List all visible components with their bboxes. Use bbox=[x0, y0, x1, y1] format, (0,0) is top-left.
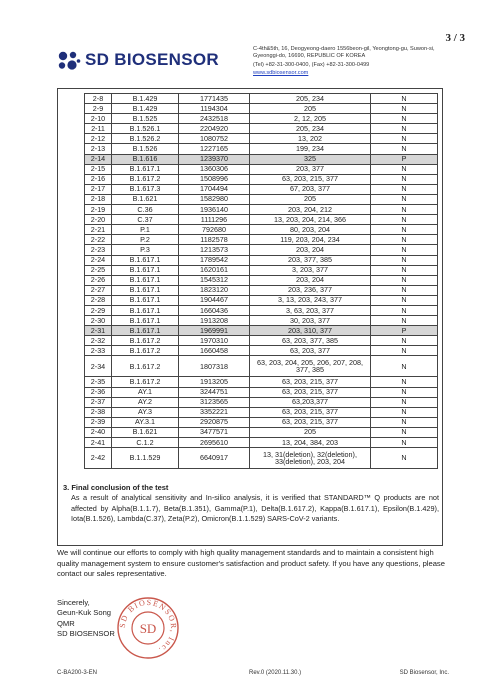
table-row bbox=[85, 154, 438, 164]
mutation-positions: 205 bbox=[250, 194, 371, 204]
mutation-positions: 63, 203, 377 bbox=[250, 346, 371, 356]
row-number: 2-17 bbox=[85, 184, 112, 194]
table-row bbox=[85, 387, 438, 397]
lineage: B.1.429 bbox=[112, 104, 179, 114]
lineage: AY.3.1 bbox=[112, 417, 179, 427]
sequence-count: 1789542 bbox=[179, 255, 250, 265]
impact-result: N bbox=[371, 427, 438, 437]
row-number: 2-34 bbox=[85, 356, 112, 377]
impact-result: N bbox=[371, 397, 438, 407]
mutation-positions: 325 bbox=[250, 154, 371, 164]
impact-result: N bbox=[371, 356, 438, 377]
impact-result: N bbox=[371, 225, 438, 235]
mutation-positions: 119, 203, 204, 234 bbox=[250, 235, 371, 245]
lineage: C.37 bbox=[112, 215, 179, 225]
row-number: 2-38 bbox=[85, 407, 112, 417]
impact-result: N bbox=[371, 265, 438, 275]
lineage: B.1.617.1 bbox=[112, 305, 179, 315]
impact-result: N bbox=[371, 144, 438, 154]
row-number: 2-26 bbox=[85, 275, 112, 285]
impact-result: N bbox=[371, 194, 438, 204]
row-number: 2-15 bbox=[85, 164, 112, 174]
mutation-positions: 3, 203, 377 bbox=[250, 265, 371, 275]
lineage: B.1.617.1 bbox=[112, 285, 179, 295]
table-row bbox=[85, 346, 438, 356]
mutation-positions: 203, 310, 377 bbox=[250, 326, 371, 336]
closing-paragraph: We will continue our efforts to comply with high quality management standards and to maintain a consistent high quality management system to ensure customer's satisfaction and product safety. If you have any questions, please contact our sales representative. bbox=[57, 548, 445, 579]
lineage: B.1.617.1 bbox=[112, 275, 179, 285]
impact-result: N bbox=[371, 295, 438, 305]
sequence-count: 1807318 bbox=[179, 356, 250, 377]
impact-result: N bbox=[371, 377, 438, 387]
row-number: 2-42 bbox=[85, 448, 112, 469]
row-number: 2-12 bbox=[85, 134, 112, 144]
footer-company: SD Biosensor, Inc. bbox=[399, 670, 449, 676]
row-number: 2-33 bbox=[85, 346, 112, 356]
lineage: B.1.526.1 bbox=[112, 124, 179, 134]
lineage: B.1.526.2 bbox=[112, 134, 179, 144]
company-name: SD BIOSENSOR bbox=[85, 50, 219, 69]
mutation-positions: 13, 31(deletion), 32(deletion), 33(deletion), 203, 204 bbox=[250, 448, 371, 469]
sequence-count: 3123565 bbox=[179, 397, 250, 407]
sequence-count: 1545312 bbox=[179, 275, 250, 285]
sequence-count: 792680 bbox=[179, 225, 250, 235]
mutation-positions: 205 bbox=[250, 104, 371, 114]
impact-result: N bbox=[371, 174, 438, 184]
address-line: Gyeonggi-do, 16690, REPUBLIC OF KOREA bbox=[253, 53, 366, 60]
table-row bbox=[85, 205, 438, 215]
table-row bbox=[85, 326, 438, 336]
mutation-positions: 203, 204 bbox=[250, 245, 371, 255]
mutation-positions: 203, 236, 377 bbox=[250, 285, 371, 295]
row-number: 2-20 bbox=[85, 215, 112, 225]
impact-result: N bbox=[371, 285, 438, 295]
lineage: B.1.617.1 bbox=[112, 326, 179, 336]
impact-result: N bbox=[371, 387, 438, 397]
row-number: 2-35 bbox=[85, 377, 112, 387]
sequence-count: 1227165 bbox=[179, 144, 250, 154]
sequence-count: 1508996 bbox=[179, 174, 250, 184]
row-number: 2-23 bbox=[85, 245, 112, 255]
impact-result: N bbox=[371, 134, 438, 144]
sequence-count: 1194304 bbox=[179, 104, 250, 114]
sequence-count: 1080752 bbox=[179, 134, 250, 144]
row-number: 2-21 bbox=[85, 225, 112, 235]
sequence-count: 2432518 bbox=[179, 114, 250, 124]
row-number: 2-39 bbox=[85, 417, 112, 427]
row-number: 2-41 bbox=[85, 438, 112, 448]
table-row bbox=[85, 144, 438, 154]
lineage: B.1.617.1 bbox=[112, 316, 179, 326]
lineage: B.1.526 bbox=[112, 144, 179, 154]
mutation-positions: 80, 203, 204 bbox=[250, 225, 371, 235]
sequence-count: 1913205 bbox=[179, 377, 250, 387]
mutation-positions: 63, 203, 215, 377 bbox=[250, 407, 371, 417]
lineage: B.1.617.2 bbox=[112, 174, 179, 184]
lineage: B.1.617.1 bbox=[112, 164, 179, 174]
row-number: 2-18 bbox=[85, 194, 112, 204]
sequence-count: 3477571 bbox=[179, 427, 250, 437]
mutation-positions: 63, 203, 215, 377 bbox=[250, 387, 371, 397]
sequence-count: 1660436 bbox=[179, 305, 250, 315]
sequence-count: 2920875 bbox=[179, 417, 250, 427]
impact-result: N bbox=[371, 305, 438, 315]
lineage: AY.1 bbox=[112, 387, 179, 397]
lineage: B.1.616 bbox=[112, 154, 179, 164]
mutation-positions: 205, 234 bbox=[250, 94, 371, 104]
document-code: C-BA200-3-EN bbox=[57, 670, 98, 676]
mutation-positions: 205 bbox=[250, 427, 371, 437]
row-number: 2-16 bbox=[85, 174, 112, 184]
row-number: 2-9 bbox=[85, 104, 112, 114]
sequence-count: 1582980 bbox=[179, 194, 250, 204]
row-number: 2-28 bbox=[85, 295, 112, 305]
sequence-count: 6640917 bbox=[179, 448, 250, 469]
impact-result: P bbox=[371, 326, 438, 336]
mutation-positions: 63,203,377 bbox=[250, 397, 371, 407]
table-row bbox=[85, 184, 438, 194]
row-number: 2-31 bbox=[85, 326, 112, 336]
mutation-positions: 30, 203, 377 bbox=[250, 316, 371, 326]
impact-result: N bbox=[371, 205, 438, 215]
sequence-count: 1182578 bbox=[179, 235, 250, 245]
mutation-positions: 13, 203, 204, 214, 366 bbox=[250, 215, 371, 225]
lineage: B.1.617.2 bbox=[112, 336, 179, 346]
row-number: 2-40 bbox=[85, 427, 112, 437]
table-row bbox=[85, 194, 438, 204]
table-row bbox=[85, 124, 438, 134]
table-row bbox=[85, 397, 438, 407]
mutation-positions: 63, 203, 204, 205, 206, 207, 208, 377, 385 bbox=[250, 356, 371, 377]
table-row bbox=[85, 438, 438, 448]
signature-block bbox=[57, 598, 115, 640]
mutation-positions: 203, 377, 385 bbox=[250, 255, 371, 265]
mutation-positions: 3, 63, 203, 377 bbox=[250, 305, 371, 315]
impact-result: N bbox=[371, 336, 438, 346]
mutation-positions: 13, 204, 384, 203 bbox=[250, 438, 371, 448]
table-row bbox=[85, 265, 438, 275]
row-number: 2-8 bbox=[85, 94, 112, 104]
lineage: B.1.617.2 bbox=[112, 346, 179, 356]
lineage: AY.2 bbox=[112, 397, 179, 407]
impact-result: N bbox=[371, 407, 438, 417]
sequence-count: 1360306 bbox=[179, 164, 250, 174]
company-address bbox=[253, 46, 493, 77]
table-row bbox=[85, 407, 438, 417]
lineage: B.1.617.2 bbox=[112, 356, 179, 377]
row-number: 2-36 bbox=[85, 387, 112, 397]
table-row bbox=[85, 427, 438, 437]
impact-result: P bbox=[371, 154, 438, 164]
row-number: 2-27 bbox=[85, 285, 112, 295]
impact-result: N bbox=[371, 275, 438, 285]
impact-result: N bbox=[371, 448, 438, 469]
mutation-positions: 67, 203, 377 bbox=[250, 184, 371, 194]
table-row bbox=[85, 295, 438, 305]
sequence-count: 1771435 bbox=[179, 94, 250, 104]
company-seal bbox=[116, 596, 180, 660]
table-row bbox=[85, 356, 438, 377]
table-row bbox=[85, 235, 438, 245]
sequence-count: 3352221 bbox=[179, 407, 250, 417]
lineage: P.1 bbox=[112, 225, 179, 235]
lineage: B.1.617.2 bbox=[112, 377, 179, 387]
sequence-count: 1970310 bbox=[179, 336, 250, 346]
table-row bbox=[85, 336, 438, 346]
lineage: B.1.429 bbox=[112, 94, 179, 104]
seal-center-text: SD bbox=[139, 621, 157, 636]
impact-result: N bbox=[371, 104, 438, 114]
impact-result: N bbox=[371, 94, 438, 104]
table-row bbox=[85, 417, 438, 427]
row-number: 2-37 bbox=[85, 397, 112, 407]
mutation-positions: 203, 204 bbox=[250, 275, 371, 285]
sequence-count: 2695610 bbox=[179, 438, 250, 448]
lineage: B.1.1.529 bbox=[112, 448, 179, 469]
lineage: B.1.617.1 bbox=[112, 255, 179, 265]
lineage: P.3 bbox=[112, 245, 179, 255]
sequence-count: 1660458 bbox=[179, 346, 250, 356]
table-row bbox=[85, 316, 438, 326]
impact-result: N bbox=[371, 438, 438, 448]
mutation-positions: 2, 12, 205 bbox=[250, 114, 371, 124]
page-footer bbox=[57, 670, 449, 680]
table-row bbox=[85, 164, 438, 174]
table-row bbox=[85, 215, 438, 225]
row-number: 2-24 bbox=[85, 255, 112, 265]
lineage: P.2 bbox=[112, 235, 179, 245]
lineage: AY.3 bbox=[112, 407, 179, 417]
table-row bbox=[85, 104, 438, 114]
row-number: 2-32 bbox=[85, 336, 112, 346]
row-number: 2-11 bbox=[85, 124, 112, 134]
mutation-positions: 63, 203, 377, 385 bbox=[250, 336, 371, 346]
row-number: 2-30 bbox=[85, 316, 112, 326]
row-number: 2-10 bbox=[85, 114, 112, 124]
signatory-title: QMR bbox=[57, 618, 75, 628]
mutation-positions: 63, 203, 215, 377 bbox=[250, 417, 371, 427]
impact-result: N bbox=[371, 164, 438, 174]
row-number: 2-29 bbox=[85, 305, 112, 315]
mutation-positions: 63, 203, 215, 377 bbox=[250, 377, 371, 387]
lineage: C.36 bbox=[112, 205, 179, 215]
lineage: B.1.617.3 bbox=[112, 184, 179, 194]
table-row bbox=[85, 114, 438, 124]
signatory-company: SD BIOSENSOR bbox=[57, 629, 115, 639]
sequence-count: 1620161 bbox=[179, 265, 250, 275]
sequence-count: 1823120 bbox=[179, 285, 250, 295]
website-link[interactable]: www.sdbiosensor.com bbox=[253, 69, 309, 76]
variant-table bbox=[84, 93, 438, 469]
page-number: 3 / 3 bbox=[445, 32, 465, 44]
mutation-positions: 13, 202 bbox=[250, 134, 371, 144]
table-row bbox=[85, 448, 438, 469]
impact-result: N bbox=[371, 114, 438, 124]
sequence-count: 1913208 bbox=[179, 316, 250, 326]
table-row bbox=[85, 305, 438, 315]
table-row bbox=[85, 94, 438, 104]
impact-result: N bbox=[371, 235, 438, 245]
table-row bbox=[85, 377, 438, 387]
conclusion-text: As a result of analytical sensitivity and In-silico analysis, it is verified that STANDARD™ Q products are not affected by Alpha(B.1.1.7), Beta(B.1.351), Gamma(P.1), Delta(B.1.617.2), Kappa(B.1.617.1), Epsilon(B.1.429), Iota(B.1.526), Lambda(C.37), Zeta(P.2), Omicron(B.1.1.529) SARS-CoV-2 variants. bbox=[71, 493, 439, 524]
mutation-positions: 205, 234 bbox=[250, 124, 371, 134]
lineage: B.1.617.1 bbox=[112, 295, 179, 305]
sequence-count: 1213573 bbox=[179, 245, 250, 255]
table-row bbox=[85, 255, 438, 265]
conclusion-title: 3. Final conclusion of the test bbox=[63, 483, 169, 492]
sequence-count: 1904467 bbox=[179, 295, 250, 305]
impact-result: N bbox=[371, 316, 438, 326]
impact-result: N bbox=[371, 255, 438, 265]
logo-icon bbox=[57, 50, 81, 72]
mutation-positions: 203, 204, 212 bbox=[250, 205, 371, 215]
sequence-count: 1704494 bbox=[179, 184, 250, 194]
table-row bbox=[85, 134, 438, 144]
sequence-count: 2204920 bbox=[179, 124, 250, 134]
row-number: 2-19 bbox=[85, 205, 112, 215]
row-number: 2-13 bbox=[85, 144, 112, 154]
lineage: B.1.621 bbox=[112, 427, 179, 437]
lineage: B.1.621 bbox=[112, 194, 179, 204]
variant-table-body bbox=[85, 94, 438, 469]
sequence-count: 1239370 bbox=[179, 154, 250, 164]
impact-result: N bbox=[371, 124, 438, 134]
mutation-positions: 63, 203, 215, 377 bbox=[250, 174, 371, 184]
mutation-positions: 203, 377 bbox=[250, 164, 371, 174]
table-row bbox=[85, 225, 438, 235]
table-row bbox=[85, 275, 438, 285]
table-row bbox=[85, 174, 438, 184]
lineage: B.1.525 bbox=[112, 114, 179, 124]
revision-label: Rev.0 (2020.11.30.) bbox=[249, 670, 302, 676]
address-line: C-4th&5th, 16, Deogyeong-daero 1556beon-gil, Yeongtong-gu, Suwon-si, bbox=[253, 46, 435, 52]
lineage: B.1.617.1 bbox=[112, 265, 179, 275]
impact-result: N bbox=[371, 346, 438, 356]
table-row bbox=[85, 285, 438, 295]
sequence-count: 1111296 bbox=[179, 215, 250, 225]
impact-result: N bbox=[371, 215, 438, 225]
mutation-positions: 3, 13, 203, 243, 377 bbox=[250, 295, 371, 305]
impact-result: N bbox=[371, 245, 438, 255]
impact-result: N bbox=[371, 417, 438, 427]
row-number: 2-14 bbox=[85, 154, 112, 164]
mutation-positions: 199, 234 bbox=[250, 144, 371, 154]
sequence-count: 1969991 bbox=[179, 326, 250, 336]
row-number: 2-25 bbox=[85, 265, 112, 275]
row-number: 2-22 bbox=[85, 235, 112, 245]
contact-line: (Tel) +82-31-300-0400, (Fax) +82-31-300-0499 bbox=[253, 62, 370, 69]
impact-result: N bbox=[371, 184, 438, 194]
signatory-name: Geun-Kuk Song bbox=[57, 608, 112, 618]
table-row bbox=[85, 245, 438, 255]
lineage: C.1.2 bbox=[112, 438, 179, 448]
sequence-count: 3244751 bbox=[179, 387, 250, 397]
sequence-count: 1936140 bbox=[179, 205, 250, 215]
seal-text: SD BIOSENSOR, Inc. bbox=[117, 597, 179, 656]
signature-line: Sincerely, bbox=[57, 598, 90, 607]
